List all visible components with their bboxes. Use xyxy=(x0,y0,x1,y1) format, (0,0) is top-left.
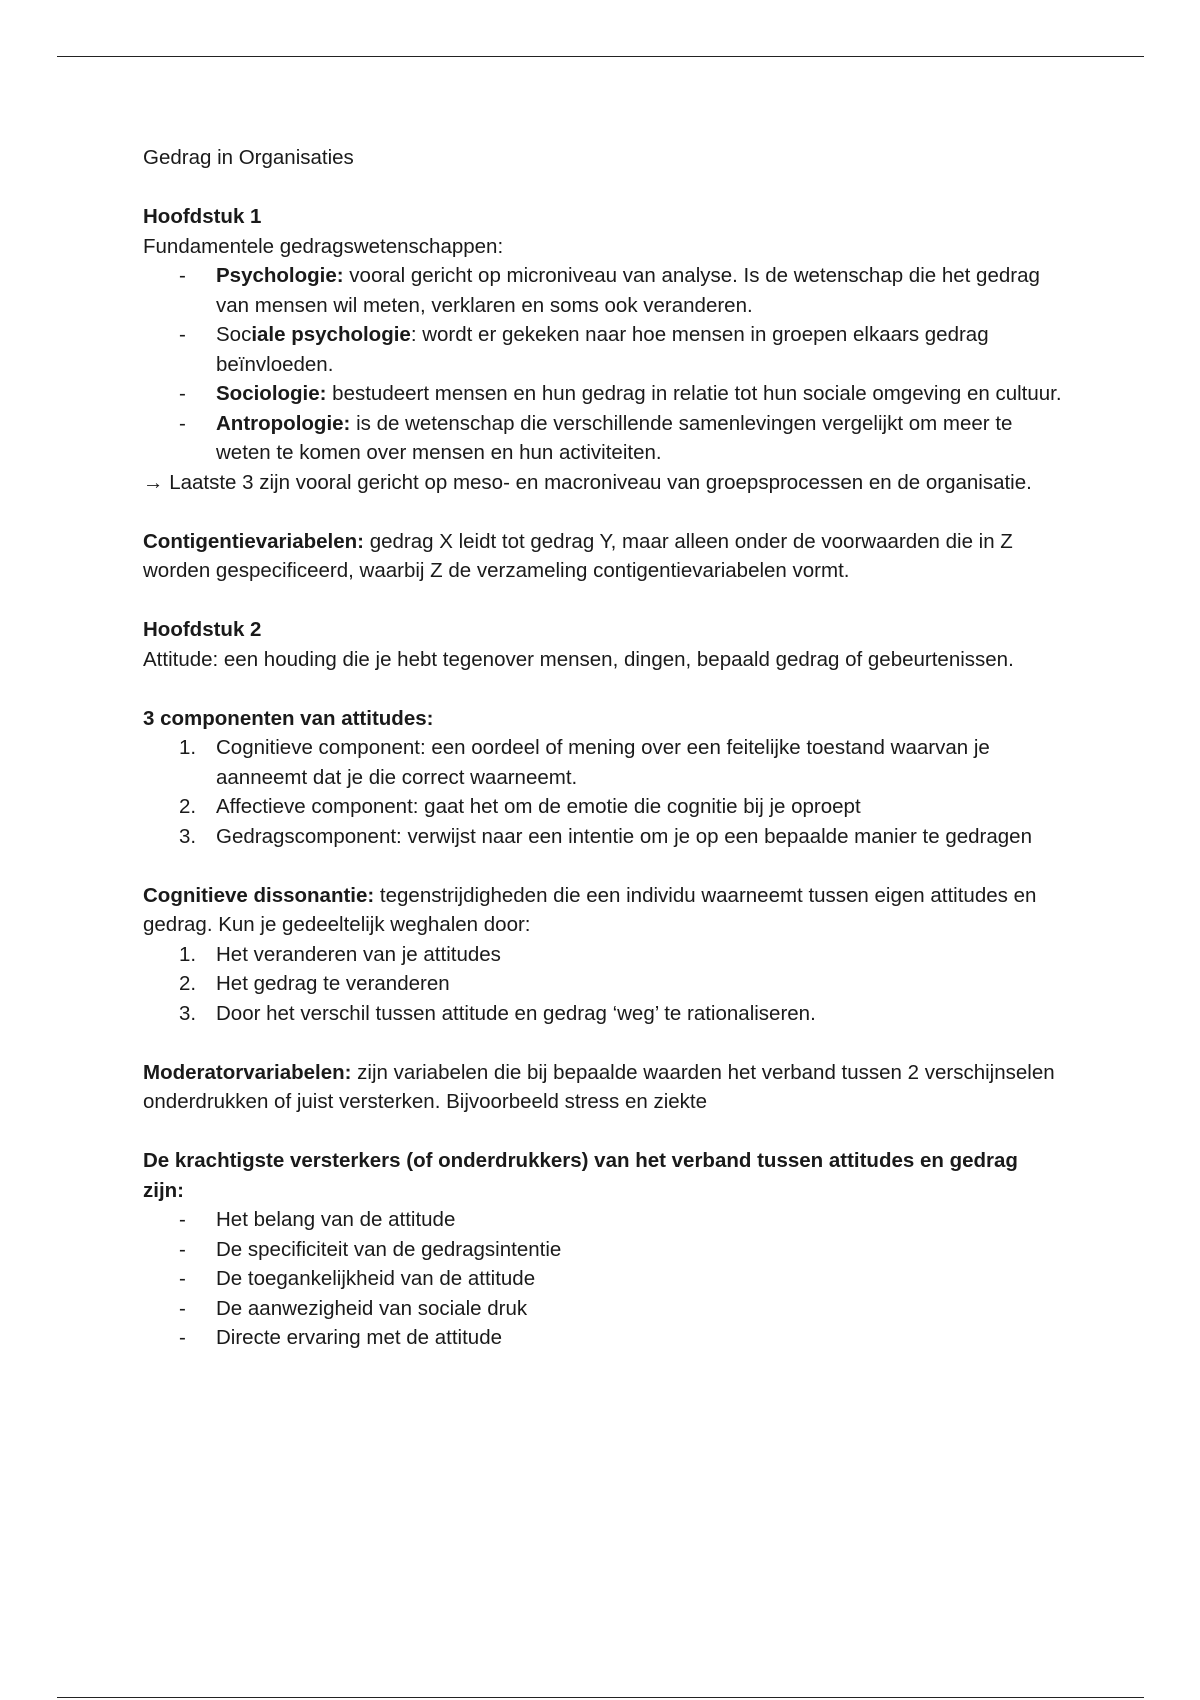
list-item: - Psychologie: vooral gericht op microniveau van analyse. Is de wetenschap die het gedrag van mensen wil meten, verklaren en soms ook veranderen. xyxy=(143,261,1063,320)
dissonance-list xyxy=(143,940,1063,1029)
list-item: 3. Gedragscomponent: verwijst naar een intentie om je op een bepaalde manier te gedragen xyxy=(143,822,1063,852)
spacer xyxy=(143,586,1063,616)
header-rule xyxy=(57,56,1144,57)
list-marker: - xyxy=(179,1237,186,1261)
list-item: - De aanwezigheid van sociale druk xyxy=(143,1294,1063,1324)
spacer xyxy=(143,851,1063,881)
list-number: 2. xyxy=(179,795,197,818)
list-marker: - xyxy=(179,1296,186,1320)
list-marker: - xyxy=(179,323,186,346)
list-item: - De specificiteit van de gedragsintentie xyxy=(143,1235,1063,1265)
list-item: 1. Cognitieve component: een oordeel of mening over een feitelijke toestand waarvan je aanneemt dat je die correct waarneemt. xyxy=(143,733,1063,792)
dissonance-definition: Cognitieve dissonantie: tegenstrijdigheden die een individu waarneemt tussen eigen attitudes en gedrag. Kun je gedeeltelijk weghalen door: xyxy=(143,883,1037,936)
strongest-list xyxy=(143,1205,1063,1353)
list-marker: - xyxy=(179,382,186,405)
list-item: 2. Het gedrag te veranderen xyxy=(143,969,1063,999)
list-item: - De toegankelijkheid van de attitude xyxy=(143,1264,1063,1294)
list-item: - Directe ervaring met de attitude xyxy=(143,1323,1063,1353)
document-title: Gedrag in Organisaties xyxy=(143,146,354,169)
arrow-note: → Laatste 3 zijn vooral gericht op meso- en macroniveau van groepsprocessen en de organisatie. xyxy=(143,470,1032,494)
moderator-definition: Moderatorvariabelen: zijn variabelen die bij bepaalde waarden het verband tussen 2 verschijnselen onderdrukken of juist versterken. Bijvoorbeeld stress en ziekte xyxy=(143,1060,1055,1113)
sciences-list xyxy=(143,261,1063,468)
chapter-1-intro: Fundamentele gedragswetenschappen: xyxy=(143,234,504,258)
spacer xyxy=(143,1028,1063,1058)
spacer xyxy=(143,674,1063,704)
list-item: - Het belang van de attitude xyxy=(143,1205,1063,1235)
list-number: 2. xyxy=(179,972,197,995)
list-item: 2. Affectieve component: gaat het om de emotie die cognitie bij je oproept xyxy=(143,792,1063,822)
list-number: 3. xyxy=(179,824,197,848)
list-item: - Sociale psychologie: wordt er gekeken naar hoe mensen in groepen elkaars gedrag beïnvloeden. xyxy=(143,320,1063,379)
chapter-2-heading: Hoofdstuk 2 xyxy=(143,618,262,641)
list-marker: - xyxy=(179,1208,186,1231)
list-item: 3. Door het verschil tussen attitude en gedrag ‘weg’ te rationaliseren. xyxy=(143,999,1063,1029)
list-number: 1. xyxy=(179,942,197,966)
attitude-definition: Attitude: een houding die je hebt tegenover mensen, dingen, bepaald gedrag of gebeurtenissen. xyxy=(143,647,1014,671)
components-list xyxy=(143,733,1063,851)
contingency-definition: Contigentievariabelen: gedrag X leidt tot gedrag Y, maar alleen onder de voorwaarden die in Z worden gespecificeerd, waarbij Z de verzameling contigentievariabelen vormt. xyxy=(143,529,1013,582)
list-marker: - xyxy=(179,264,186,287)
list-marker: - xyxy=(179,411,186,435)
list-number: 1. xyxy=(179,736,197,759)
spacer xyxy=(143,1117,1063,1147)
spacer xyxy=(143,497,1063,527)
list-item: - Antropologie: is de wetenschap die verschillende samenlevingen vergelijkt om meer te weten te komen over mensen en hun activiteiten. xyxy=(143,409,1063,468)
list-number: 3. xyxy=(179,1001,197,1025)
list-item: 1. Het veranderen van je attitudes xyxy=(143,940,1063,970)
footer-rule xyxy=(57,1697,1144,1698)
list-marker: - xyxy=(179,1267,186,1290)
document-body xyxy=(143,143,1063,1353)
spacer xyxy=(143,173,1063,203)
list-item: - Sociologie: bestudeert mensen en hun gedrag in relatie tot hun sociale omgeving en cultuur. xyxy=(143,379,1063,409)
strongest-heading: De krachtigste versterkers (of onderdrukkers) van het verband tussen attitudes en gedrag zijn: xyxy=(143,1149,1018,1202)
list-marker: - xyxy=(179,1326,186,1349)
components-heading: 3 componenten van attitudes: xyxy=(143,706,434,730)
chapter-1-heading: Hoofdstuk 1 xyxy=(143,205,262,228)
